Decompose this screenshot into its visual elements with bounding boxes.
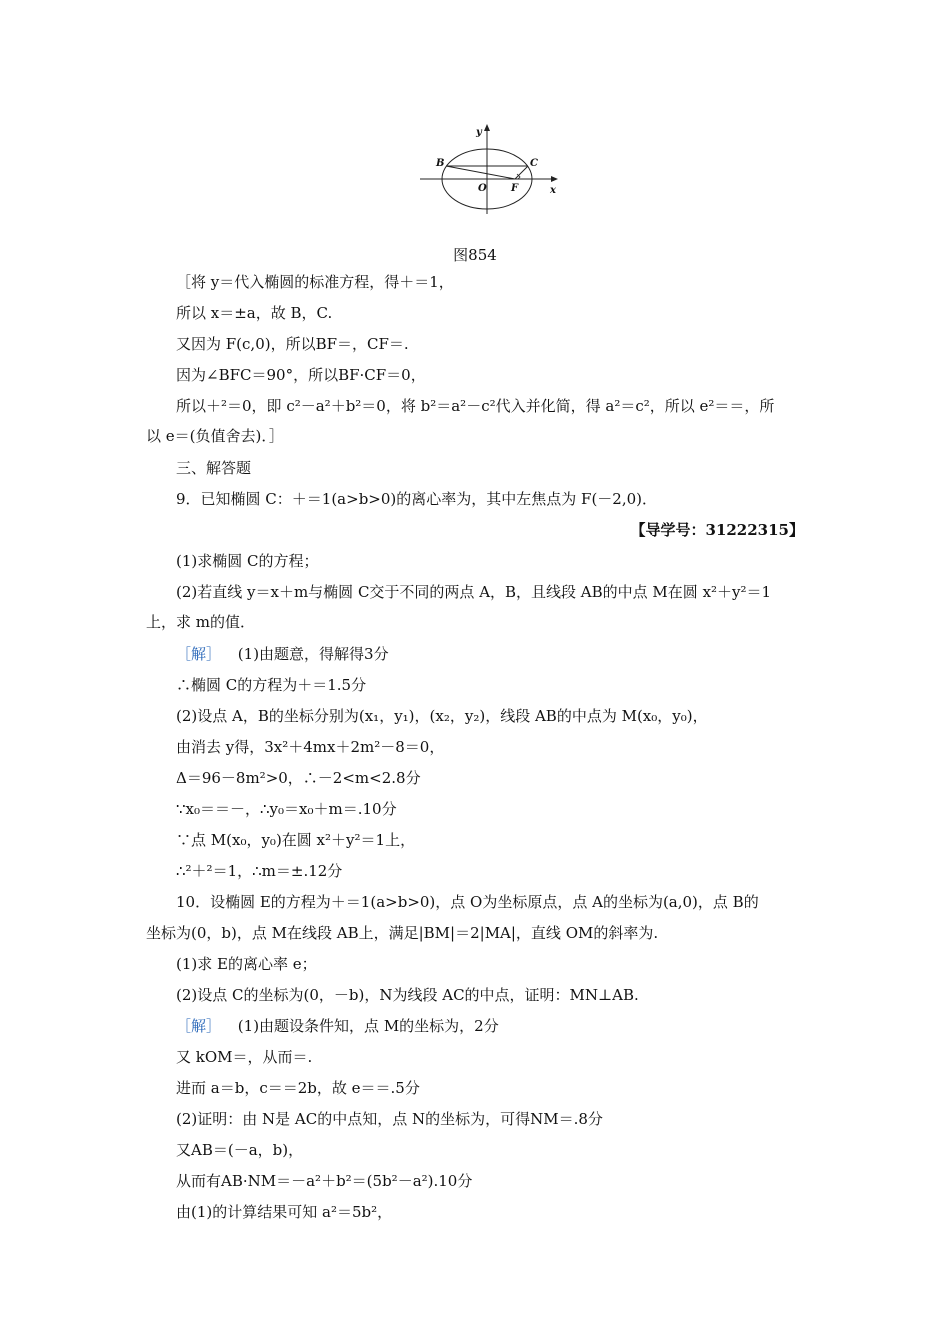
section-heading: 三、解答题 (176, 459, 252, 477)
text-line: ∴²＋²＝1，∴m＝±.12分 (176, 862, 343, 880)
text-line: (1)求 E的离心率 e； (176, 955, 317, 973)
text-line: (2)若直线 y＝x＋m与椭圆 C交于不同的两点 A，B，且线段 AB的中点 M在圆 x²＋y²＝1 (176, 583, 772, 601)
label-y: y (476, 127, 482, 138)
figure-caption: 图854 (453, 246, 497, 264)
label-f: F (511, 183, 519, 194)
text-line: (1)求椭圆 C的方程； (176, 552, 319, 570)
text-line: 从而有AB·NM＝－a²＋b²＝(5b²－a²).10分 (176, 1172, 473, 1190)
text-line: (2)设点 C的坐标为(0，－b)，N为线段 AC的中点，证明：MN⊥AB. (176, 986, 639, 1004)
text-line: ∵点 M(x₀，y₀)在圆 x²＋y²＝1上， (176, 831, 416, 849)
solution-line (176, 1016, 815, 1036)
text-line: 所以＋²＝0，即 c²－a²＋b²＝0，将 b²＝a²－c²代入并化简，得 a²＝c²，所以 e²＝＝，所 (176, 397, 775, 415)
text-line: (1)由题意，得解得3分 (237, 645, 389, 663)
y-axis-arrow (484, 124, 490, 131)
text-line: 因为∠BFC＝90°，所以BF·CF＝0， (176, 366, 426, 384)
text-line: 以 e＝(负值舍去)．］ (146, 427, 284, 445)
text-line: (1)由题设条件知，点 M的坐标为，2分 (237, 1017, 499, 1035)
ellipse-figure (420, 122, 560, 214)
label-o: O (478, 183, 487, 194)
text-line: ∵x₀＝＝－，∴y₀＝x₀＋m＝.10分 (176, 800, 397, 818)
problem-9: 9．已知椭圆 C：＋＝1(a>b>0)的离心率为，其中左焦点为 F(－2,0)． (176, 490, 657, 508)
text-line: 上，求 m的值． (146, 613, 255, 631)
text-line: 所以 x＝±a，故 B，C. (176, 304, 333, 322)
text-line: 又AB＝(－a，b)， (176, 1141, 304, 1159)
solution-tag: ［解］ (176, 1017, 222, 1035)
text-line: 进而 a＝b，c＝＝2b，故 e＝＝.5分 (176, 1079, 420, 1097)
segment-bf (446, 166, 515, 179)
solution-tag: ［解］ (176, 645, 222, 663)
text-line: 又因为 F(c,0)，所以BF＝，CF＝. (176, 335, 409, 353)
text-line: (2)证明：由 N是 AC的中点知，点 N的坐标为，可得NM＝.8分 (176, 1110, 603, 1128)
text-line: 又 kOM＝，从而＝. (176, 1048, 313, 1066)
label-c: C (530, 158, 538, 169)
label-x: x (550, 185, 556, 196)
x-axis-arrow (551, 176, 558, 182)
segment-cf (515, 166, 528, 179)
guide-number: 【导学号：31222315】 (630, 521, 804, 539)
problem-10: 10．设椭圆 E的方程为＋＝1(a>b>0)，点 O为坐标原点，点 A的坐标为(a,0)，点 B的 (176, 893, 759, 911)
text-line: ∴椭圆 C的方程为＋＝1.5分 (176, 676, 367, 694)
text-line: 由(1)的计算结果可知 a²＝5b²， (176, 1203, 393, 1221)
solution-line (176, 644, 815, 664)
text-line: 由消去 y得，3x²＋4mx＋2m²－8＝0， (176, 738, 445, 756)
text-line: ［将 y＝代入椭圆的标准方程，得＋＝1， (176, 273, 454, 291)
text-line: 坐标为(0，b)，点 M在线段 AB上，满足|BM|＝2|MA|，直线 OM的斜率为. (146, 924, 659, 942)
text-line: (2)设点 A，B的坐标分别为(x₁，y₁)，(x₂，y₂)，线段 AB的中点为 M(x₀，y₀)， (176, 707, 708, 725)
label-b: B (436, 158, 445, 169)
text-line: Δ＝96－8m²>0，∴－2<m<2.8分 (176, 769, 421, 787)
